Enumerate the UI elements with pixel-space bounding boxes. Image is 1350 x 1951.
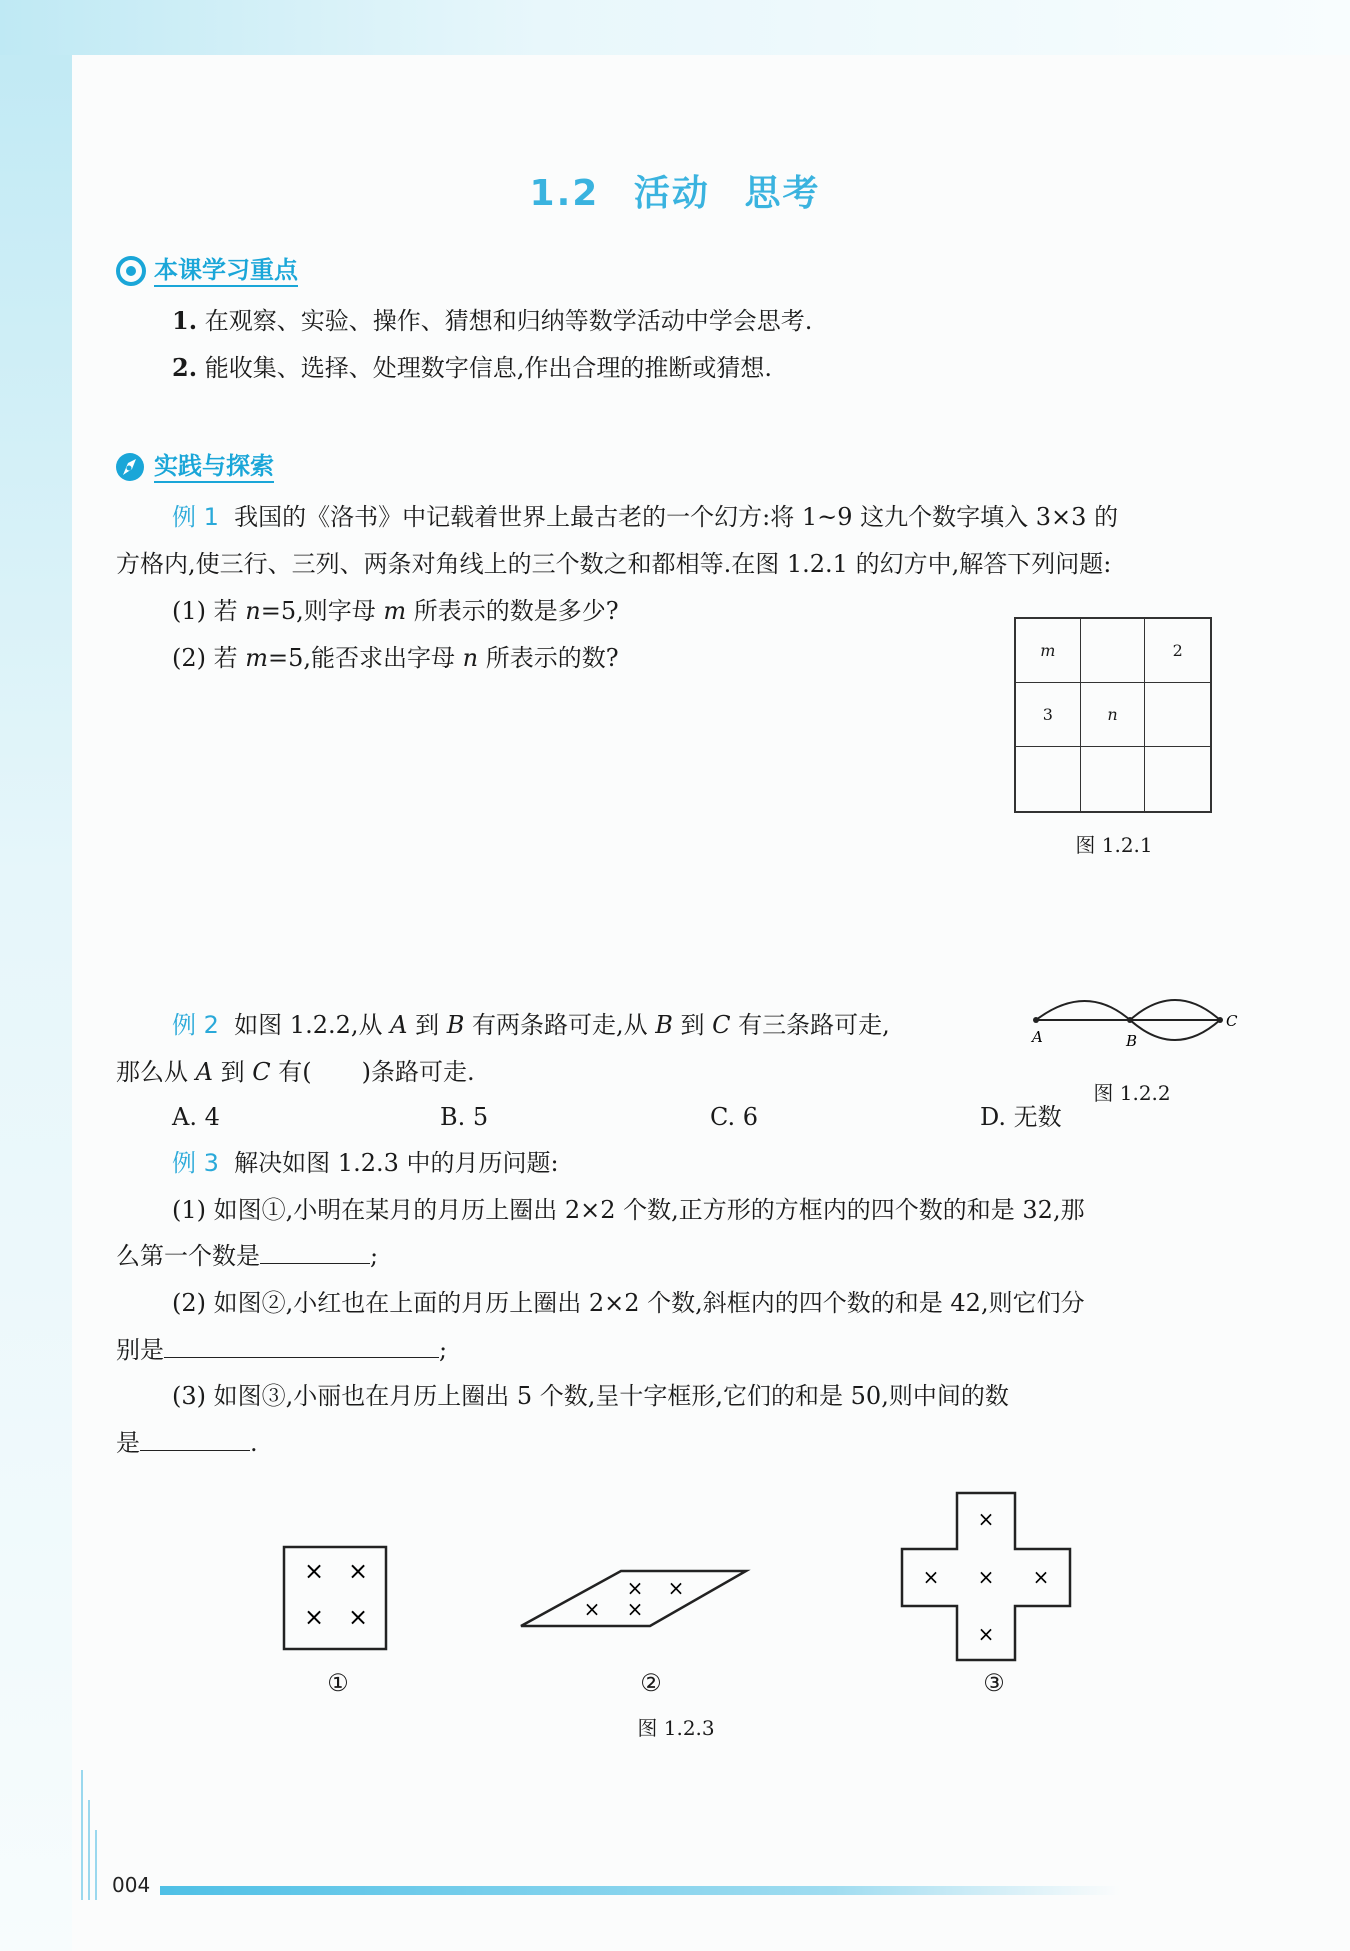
focus-item-2: 2. 能收集、选择、处理数字信息,作出合理的推断或猜想. [172, 353, 772, 382]
square-frame [284, 1547, 386, 1649]
ex3-q3-line-1: (3) 如图③,小丽也在月历上圈出 5 个数,呈十字框形,它们的和是 50,则中间的数 [172, 1382, 1009, 1410]
page-margin-band [0, 0, 72, 1951]
ex3-q1-line-2: 么第一个数是 ; [116, 1242, 379, 1270]
cross-mark: × [303, 1557, 325, 1585]
ex3-label: 例 3 [172, 1149, 219, 1177]
ex1-line-2: 方格内,使三行、三列、两条对角线上的三个数之和都相等.在图 1.2.1 的幻方中,解答下列问题: [116, 550, 1112, 578]
grid-cell [1081, 619, 1146, 683]
ex3-q2-line-1: (2) 如图②,小红也在上面的月历上圈出 2×2 个数,斜框内的四个数的和是 42,则它们分 [172, 1289, 1085, 1317]
figure-number-1: ① [327, 1669, 349, 1697]
grid-cell: m [1016, 619, 1081, 683]
figure-caption-1-2-2: 图 1.2.2 [1093, 1081, 1171, 1105]
figure-number-3: ③ [983, 1669, 1005, 1697]
ex1-line-1: 例 1 我国的《洛书》中记载着世界上最古老的一个幻方:将 1~9 这九个数字填入 3×3 的 [172, 503, 1119, 531]
title-number: 1.2 [529, 173, 600, 214]
target-icon [116, 256, 146, 286]
grid-cell: 3 [1016, 683, 1081, 747]
cross-mark: × [922, 1565, 940, 1589]
figure-caption-1-2-3: 图 1.2.3 [637, 1716, 715, 1740]
cross-mark: × [667, 1576, 685, 1600]
cross-mark: × [977, 1565, 995, 1589]
cross-mark: × [347, 1557, 369, 1585]
ex3-q1-line-1: (1) 如图①,小明在某月的月历上圈出 2×2 个数,正方形的方框内的四个数的和是 32,那 [172, 1196, 1085, 1224]
point-label-a: A [1032, 1028, 1043, 1046]
cross-mark: × [347, 1603, 369, 1631]
ex3-q3-line-2: 是 . [116, 1429, 258, 1457]
grid-cell [1081, 747, 1146, 811]
section-heading-text: 本课学习重点 [154, 256, 298, 287]
ex2-line-2: 那么从 A 到 C 有( )条路可走. [116, 1058, 475, 1086]
ex3-q2-line-2: 别是 ; [116, 1336, 448, 1364]
ex3-intro: 例 3 解决如图 1.2.3 中的月历问题: [172, 1149, 559, 1177]
figure-number-2: ② [640, 1669, 662, 1697]
ex2-line-1: 例 2 如图 1.2.2,从 A 到 B 有两条路可走,从 B 到 C 有三条路可走, [172, 1011, 890, 1039]
calendar-figures-1-2-3 [270, 1490, 1090, 1690]
page-number: 004 [112, 1873, 151, 1897]
cross-mark: × [626, 1576, 644, 1600]
ex1-label: 例 1 [172, 503, 219, 531]
answer-blank-3 [140, 1450, 250, 1451]
compass-icon [114, 451, 146, 483]
ex1-question-2: (2) 若 m=5,能否求出字母 n 所表示的数? [172, 644, 619, 672]
focus-item-1: 1. 在观察、实验、操作、猜想和归纳等数学活动中学会思考. [172, 306, 813, 335]
page-top-band [0, 0, 1350, 55]
grid-cell [1016, 747, 1081, 811]
cross-mark: × [1032, 1565, 1050, 1589]
point-label-c: C [1226, 1012, 1238, 1030]
answer-blank-1 [260, 1263, 370, 1264]
ex2-option-b: B. 5 [440, 1103, 489, 1131]
cross-mark: × [977, 1507, 995, 1531]
ex2-option-c: C. 6 [710, 1103, 759, 1131]
cross-mark: × [303, 1603, 325, 1631]
magic-square-grid [1014, 617, 1212, 813]
grid-cell: n [1081, 683, 1146, 747]
cross-mark: × [977, 1622, 995, 1646]
ex2-option-a: A. 4 [172, 1103, 220, 1131]
ex2-option-d: D. 无数 [980, 1103, 1062, 1131]
section-heading-text: 实践与探索 [154, 452, 274, 483]
title-word-2: 思考 [744, 173, 821, 214]
figure-caption-1-2-1: 图 1.2.1 [1075, 833, 1153, 857]
path-diagram-1-2-2 [1030, 990, 1240, 1050]
title-word-1: 活动 [633, 173, 710, 214]
point-label-b: B [1126, 1032, 1138, 1050]
page-title [0, 165, 1350, 216]
grid-cell: 2 [1145, 619, 1210, 683]
footer-bar [160, 1886, 1120, 1895]
answer-blank-2 [164, 1357, 439, 1358]
section-heading-practice [114, 446, 274, 483]
section-heading-focus [116, 250, 298, 286]
cross-mark: × [583, 1597, 601, 1621]
cross-mark: × [626, 1597, 644, 1621]
ex2-label: 例 2 [172, 1011, 219, 1039]
footer-decor-lines [80, 1770, 100, 1900]
grid-cell [1145, 747, 1210, 811]
ex1-question-1: (1) 若 n=5,则字母 m 所表示的数是多少? [172, 597, 619, 625]
grid-cell [1145, 683, 1210, 747]
